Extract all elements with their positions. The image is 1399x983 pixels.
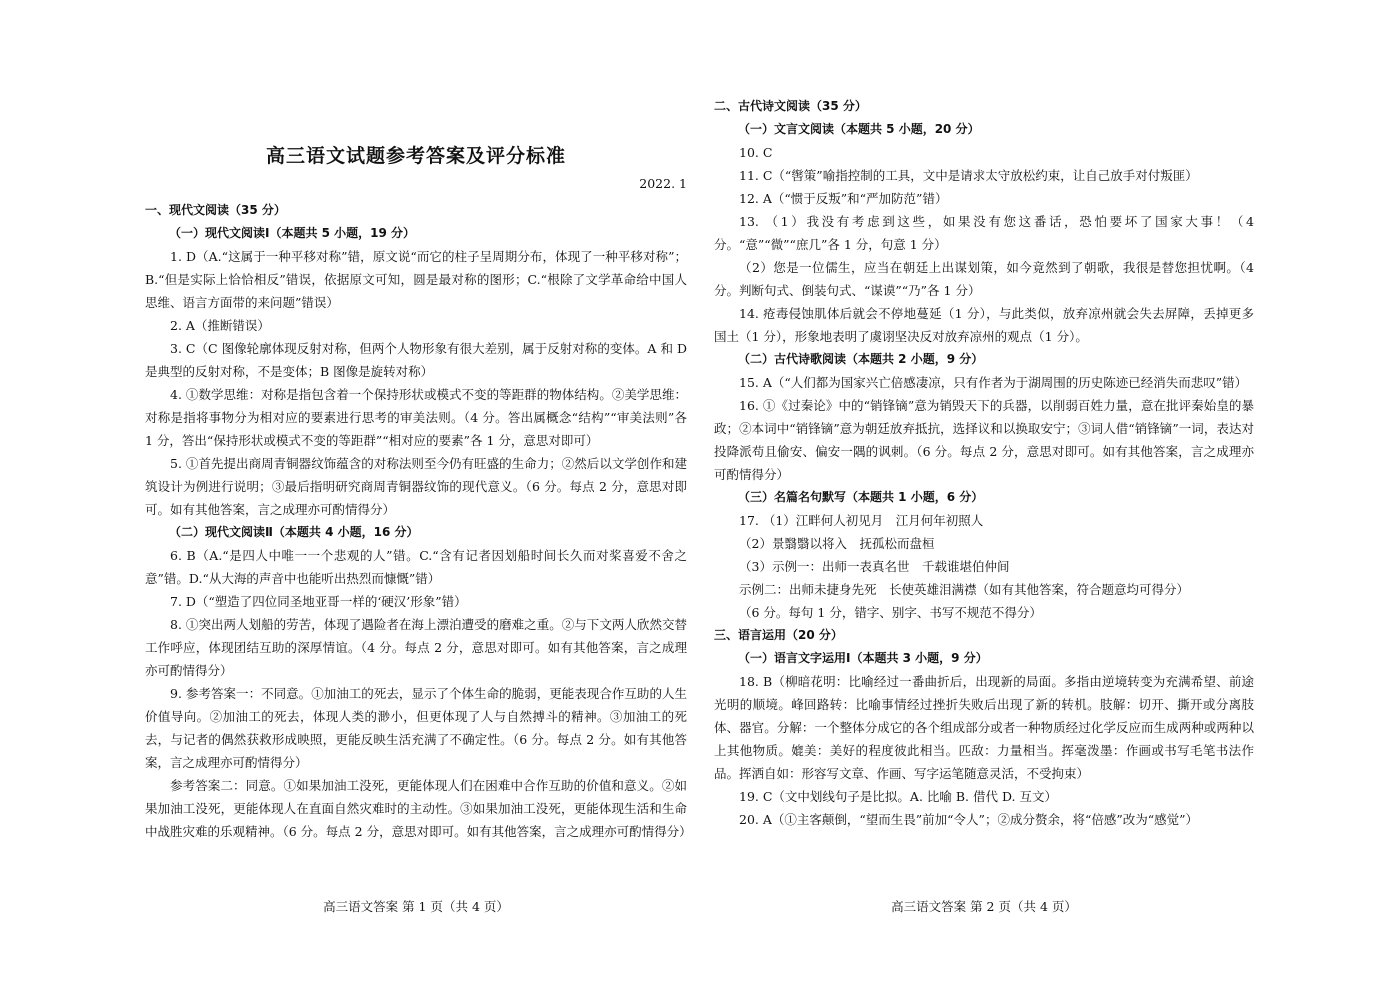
page-footer: 高三语文答案 第 1 页（共 4 页） [323,899,509,914]
answer-line: 7. D（“塑造了四位同圣地亚哥一样的‘硬汉’形象”错） [170,594,467,609]
answer-line: （三）名篇名句默写（本题共 1 小题，6 分） [738,490,984,504]
answer-line: 10. C [739,145,773,160]
answer-line: （2）您是一位儒生，应当在朝廷上出谋划策，如今竟然到了朝歌，我很是替您担忧啊。（4 分。判断句式、倒装句式、“谋谟”“乃”各 1 分） [714,260,1254,298]
answer-line: 15. A（“人们都为国家兴亡倍感凄凉，只有作者为于湖周围的历史陈迹已经消失而悲叹”错） [739,375,1248,390]
page-1-body [145,199,692,843]
document-date: 2022. 1 [639,176,687,191]
answer-line: 三、语言运用（20 分） [714,628,843,642]
answer-page-1 [145,0,692,983]
answer-page-2 [714,0,1254,983]
answer-line: （3）示例一：出师一表真名世 千载谁堪伯仲间 [739,559,1010,574]
answer-line: （6 分。每句 1 分，错字、别字、书写不规范不得分） [739,605,1042,620]
answer-line: 16. ①《过秦论》中的“销锋镝”意为销毁天下的兵器，以削弱百姓力量，意在批评秦始皇的暴政；②本词中“销锋镝”意为朝廷放弃抵抗，选择议和以换取安宁；③词人借“销锋镝”一词，表达对投降派苟且偷安、偏安一隅的讽刺。（6 分。每点 2 分，意思对即可。如有其他答案，言之成理亦可酌情得分） [714,398,1254,482]
answer-line: （一）语言文字运用Ⅰ（本题共 3 小题，9 分） [738,651,988,665]
answer-line: 19. C（文中划线句子是比拟。A. 比喻 B. 借代 D. 互文） [739,789,1057,804]
answer-line: 一、现代文阅读（35 分） [145,203,286,217]
document-title: 高三语文试题参考答案及评分标准 [265,145,566,167]
answer-line: 1. D（A.“这属于一种平移对称”错，原文说“而它的柱子呈周期分布，体现了一种平移对称”；B.“但是实际上恰恰相反”错误，依据原文可知，圆是最对称的图形；C.“根除了文学革命给中国人思维、语言方面带的来问题”错误） [145,249,687,310]
answer-line: 3. C（C 图像轮廓体现反射对称，但两个人物形象有很大差别，属于反射对称的变体。A 和 D 是典型的反射对称，不是变体；B 图像是旋转对称） [145,341,687,379]
answer-line: 6. B（A.“是四人中唯一一个悲观的人”错。C.“含有记者因划船时间长久而对桨喜爱不舍之意”错。D.“从大海的声音中也能听出热烈而慷慨”错） [145,548,687,586]
answer-line: （一）现代文阅读Ⅰ（本题共 5 小题，19 分） [169,226,416,240]
answer-line: 11. C（“辔策”喻指控制的工具，文中是请求太守放松约束，让自己放手对付叛匪） [739,168,1198,183]
answer-line: 8. ①突出两人划船的劳苦，体现了遇险者在海上漂泊遭受的磨难之重。②与下文两人欣然交替工作呼应，体现团结互助的深厚情谊。（4 分。每点 2 分，意思对即可。如有其他答案，言之成理亦可酌情得分） [145,617,687,678]
answer-line: 20. A（①主客颠倒，“望而生畏”前加“令人”；②成分赘余，将“倍感”改为“感觉”） [739,812,1199,827]
answer-line: 13. （1）我没有考虑到这些，如果没有您这番话，恐怕要坏了国家大事！（4 分。“意”“微”“庶几”各 1 分，句意 1 分） [714,214,1254,252]
answer-line: （二）现代文阅读Ⅱ（本题共 4 小题，16 分） [169,525,419,539]
answer-line: 4. ①数学思维：对称是指包含着一个保持形状或模式不变的等距群的物体结构。②美学思维：对称是指将事物分为相对应的要素进行思考的审美法则。（4 分。答出属概念“结构”“审美法则”各 1 分，答出“保持形状或模式不变的等距群”“相对应的要素”各 1 分，意思对即可） [145,387,687,448]
answer-line: （一）文言文阅读（本题共 5 小题，20 分） [738,122,980,136]
page-footer: 高三语文答案 第 2 页（共 4 页） [891,899,1077,914]
answer-line: 参考答案二：同意。①如果加油工没死，更能体现人们在困难中合作互助的价值和意义。②如果加油工没死，更能体现人在直面自然灾难时的主动性。③如果加油工没死，更能体现生活和生命中战胜灾难的乐观精神。（6 分。每点 2 分，意思对即可。如有其他答案，言之成理亦可酌情得分） [145,778,692,839]
answer-line: 2. A（推断错误） [170,318,270,333]
answer-line: 9. 参考答案一：不同意。①加油工的死去，显示了个体生命的脆弱，更能表现合作互助的人生价值导向。②加油工的死去，体现人类的渺小，但更体现了人与自然搏斗的精神。③加油工的死去，与记者的偶然获救形成映照，更能反映生活充满了不确定性。（6 分。每点 2 分。如有其他答案，言之成理亦可酌情得分） [145,686,687,770]
page-2-body [714,95,1254,831]
answer-line: 5. ①首先提出商周青铜器纹饰蕴含的对称法则至今仍有旺盛的生命力；②然后以文学创作和建筑设计为例进行说明；③最后指明研究商周青铜器纹饰的现代意义。（6 分。每点 2 分，意思对即可。如有其他答案，言之成理亦可酌情得分） [145,456,687,517]
answer-line: （2）景翳翳以将入 抚孤松而盘桓 [739,536,935,551]
answer-line: 18. B（柳暗花明：比喻经过一番曲折后，出现新的局面。多指由逆境转变为充满希望、前途光明的顺境。峰回路转：比喻事情经过挫折失败后出现了新的转机。肢解：切开、撕开或分离肢体、器官。分解：一个整体分成它的各个组成部分或者一种物质经过化学反应而生成两种或两种以上其他物质。媲美：美好的程度彼此相当。匹敌：力量相当。挥毫泼墨：作画或书写毛笔书法作品。挥洒自如：形容写文章、作画、写字运笔随意灵活，不受拘束） [714,674,1254,781]
answer-line: 17. （1）江畔何人初见月 江月何年初照人 [739,513,984,528]
answer-line: 示例二：出师未捷身先死 长使英雄泪满襟（如有其他答案，符合题意均可得分） [739,582,1190,597]
answer-line: 14. 疮毒侵蚀肌体后就会不停地蔓延（1 分），与此类似，放弃凉州就会失去屏障，丢掉更多国土（1 分），形象地表明了虞诩坚决反对放弃凉州的观点（1 分）。 [714,306,1254,344]
answer-line: （二）古代诗歌阅读（本题共 2 小题，9 分） [738,352,984,366]
answer-line: 二、古代诗文阅读（35 分） [714,99,867,113]
answer-line: 12. A（“惯于反叛”和“严加防范”错） [739,191,948,206]
